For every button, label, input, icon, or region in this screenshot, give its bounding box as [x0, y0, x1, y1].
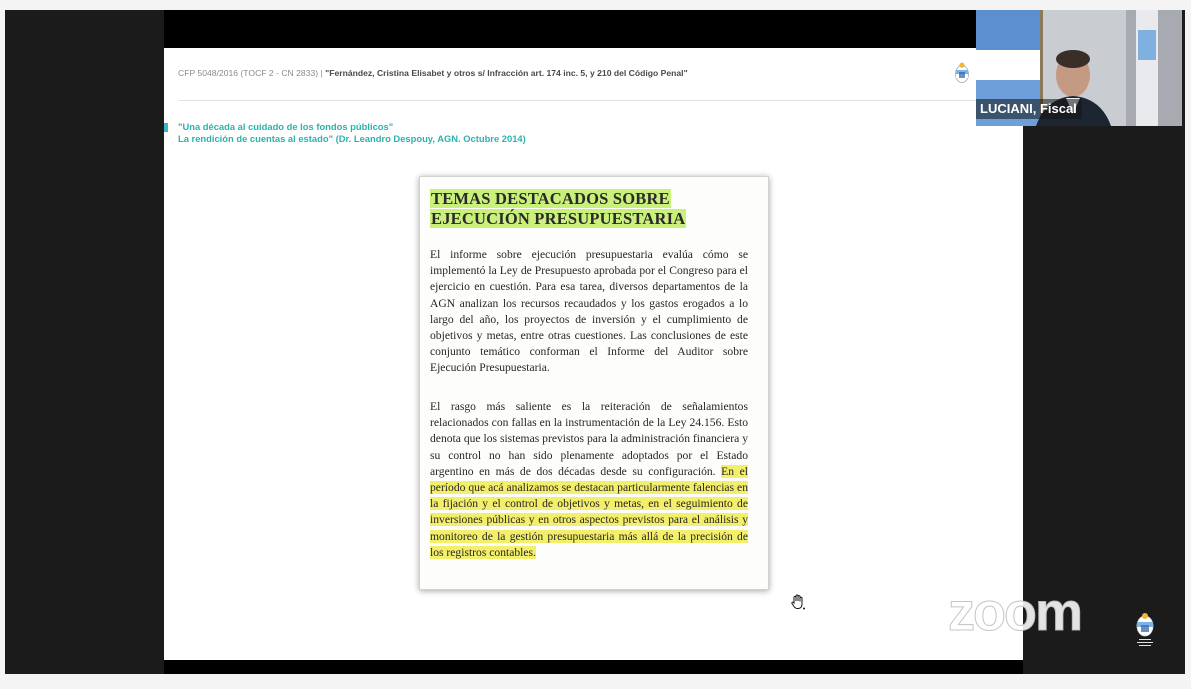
video-bottom-letterbox	[164, 660, 1023, 674]
document-paragraph-2	[430, 399, 748, 561]
case-reference: CFP 5048/2016 (TOCF 2 - CN 2833) |	[178, 68, 323, 78]
quote-line-2: La rendición de cuentas al estado" (Dr. Leandro Despouy, AGN. Octubre 2014)	[178, 133, 526, 144]
shared-screen-slide	[164, 48, 1023, 660]
case-title: "Fernández, Cristina Elisabet y otros s/ Infracción art. 174 inc. 5, y 210 del Código Penal"	[325, 68, 688, 78]
participant-name-label: LUCIANI, Fiscal	[976, 99, 1082, 119]
quote-line-1: "Una década al cuidado de los fondos públicos"	[178, 121, 394, 132]
zoom-watermark-logo: zoom	[948, 582, 1081, 642]
quote-accent-bar	[164, 123, 168, 132]
paragraph-2-highlight: En el período que acá analizamos se destacan particularmente falencias en la fijación y el control de objetivos y metas, en el seguimiento de inversiones públicas y en otros aspectos previstos para el análisis y monitoreo de la gestión presupuestaria más allá de la precisión de los registros contables.	[430, 464, 748, 559]
header-divider	[178, 100, 978, 101]
document-title-line-1: TEMAS DESTACADOS SOBRE	[431, 189, 670, 208]
document-paragraph-1: El informe sobre ejecución presupuestaria evalúa cómo se implementó la Ley de Presupuesto aprobada por el Congreso para el ejercicio en cuestión. Para esa tarea, diversos departamentos de la AGN analizan los recursos recaudados y los gastos erogados a lo largo del año, los proyectos de inversión y el cumplimiento de objetivos y metas, entre otras cuestiones. Las conclusiones de este conjunto temático conforman el Informe del Auditor sobre Ejecución Presupuestaria.	[430, 248, 748, 375]
document-title	[430, 189, 760, 229]
quote-block	[178, 121, 526, 145]
court-seal-icon	[1130, 612, 1160, 652]
case-header	[178, 68, 878, 78]
video-top-letterbox	[164, 10, 976, 48]
argentina-emblem-icon	[954, 62, 970, 84]
document-title-line-2: EJECUCIÓN PRESUPUESTARIA	[431, 209, 686, 228]
paragraph-2-text: El rasgo más saliente es la reiteración de señalamientos relacionados con fallas en la instrumentación de la Ley 24.156. Esto denota que los sistemas previstos para la administración financiera y su control no han sido plenamente adoptados por el Estado argentino en más de dos décadas desde su configuración.	[430, 400, 748, 478]
document-excerpt	[419, 176, 769, 590]
hand-pointer-icon	[789, 593, 807, 611]
